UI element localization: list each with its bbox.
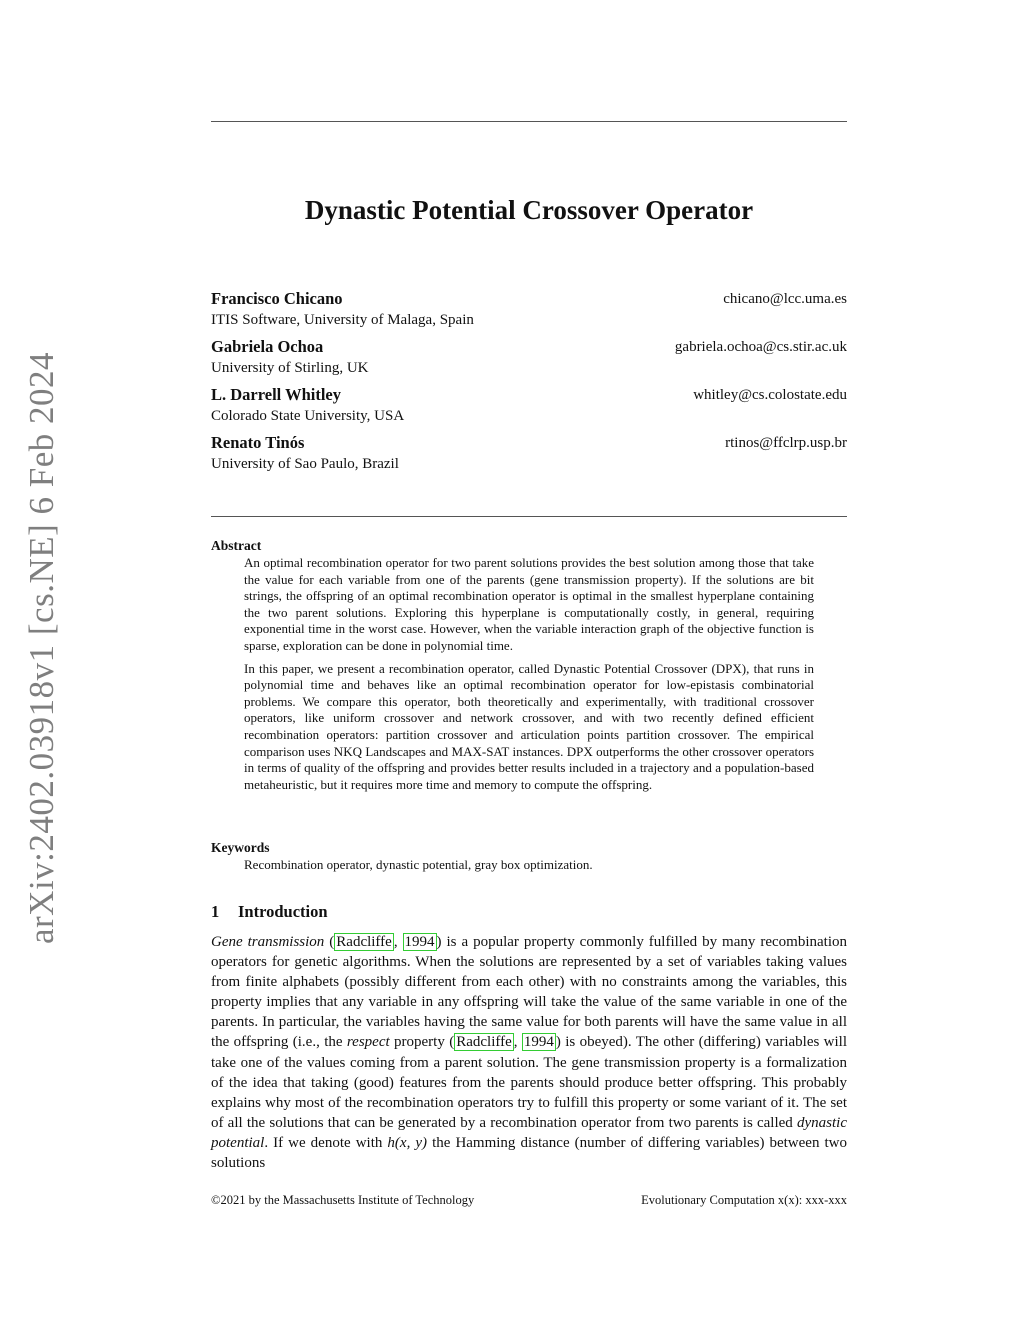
paper-title: Dynastic Potential Crossover Operator	[304, 195, 754, 225]
footer-copyright: ©2021 by the Massachusetts Institute of Technology	[211, 1193, 475, 1207]
author-name: Renato Tinós	[211, 433, 305, 452]
author-email: rtinos@ffclrp.usp.br	[725, 435, 847, 451]
intro-paragraph: Gene transmission ( Radcliffe , 1994 ) is a popular property commonly fulfilled by many recombination operators for genetic algorithms. When the solutions are represented by a set of variables taking values from finite alphabets (possibly different from each other) with no constraints among the variables, this property implies that any variable in any offspring will take the value of the same variable in one of the parents. In particular, the variables having the same value for both parents will have the same value in all the offspring (i.e., the respect property ( Radcliffe , 1994 ) is obeyed). The other (differing) variables will take one of the values coming from a parent solution. The gene transmission property is a formalization of the idea that taking (good) features from the parents should produce better offspring. This probably explains why most of the recombination operators try to fulfill this property or some variant of it. The set of all the solutions that can be generated by a recombination operator from two parents is called dynastic potential. If we denote with h(x, y) the Hamming distance (number of differing variables) between two solutions	[211, 934, 848, 1172]
abstract-paragraph: In this paper, we present a recombination operator, called Dynastic Potential Crossover (DPX), that runs in polynomial time and behaves like an optimal recombination operator for low-epistasis combinatorial problems. We compare this operator, both theoretically and experimentally, with traditional crossover operators, like uniform crossover and network crossover, and with two recently defined efficient recombination operators: partition crossover and articulation points partition crossover. The empirical comparison uses NKQ Landscapes and MAX-SAT instances. DPX outperforms the other crossover operators in terms of quality of the offspring and provides better results included in a trajectory and a population-based metaheuristic, but it requires more time and memory to compute the offspring.	[244, 660, 814, 792]
author-affiliation: Colorado State University, USA	[211, 408, 405, 424]
author-block	[211, 289, 847, 481]
section-heading	[211, 901, 328, 923]
abstract-body	[244, 555, 814, 799]
footer-journal: Evolutionary Computation x(x): xxx-xxx	[641, 1193, 847, 1207]
term-respect: respect	[346, 1034, 390, 1051]
citation-link[interactable]: Radcliffe	[336, 934, 392, 950]
author-entry	[211, 385, 847, 433]
author-affiliation: University of Sao Paulo, Brazil	[211, 456, 399, 472]
author-affiliation: ITIS Software, University of Malaga, Spain	[211, 312, 474, 328]
author-name: L. Darrell Whitley	[211, 385, 342, 404]
keywords-heading: Keywords	[211, 840, 270, 855]
math-hamming: h(x, y)	[387, 1134, 428, 1151]
author-entry	[211, 433, 847, 481]
author-affiliation: University of Stirling, UK	[211, 360, 369, 376]
abstract-paragraph: An optimal recombination operator for two parent solutions provides the best solution among those that take the value for each variable from one of the parents (gene transmission property). If the solutions are bit strings, the offspring of an optimal recombination operator is optimal in the smallest hyperplane containing the two parent solutions. Exploring this hyperplane is computationally costly, in general, requiring exponential time in the worst case. However, when the variable interaction graph of the objective function is sparse, exploration can be done in polynomial time.	[244, 555, 814, 653]
author-email: chicano@lcc.uma.es	[723, 291, 847, 307]
title-top-rule	[211, 121, 847, 122]
author-entry	[211, 289, 847, 337]
keywords-text: Recombination operator, dynastic potential, gray box optimization.	[244, 857, 593, 872]
arxiv-stamp: arXiv:2402.03918v1 [cs.NE] 6 Feb 2024	[22, 351, 61, 945]
authors-bottom-rule	[211, 516, 847, 517]
citation-link[interactable]: 1994	[523, 1034, 554, 1051]
author-email: whitley@cs.colostate.edu	[693, 387, 847, 403]
author-email: gabriela.ochoa@cs.stir.ac.uk	[674, 339, 847, 355]
citation-link[interactable]: Radcliffe	[456, 1034, 512, 1051]
author-name: Francisco Chicano	[211, 289, 343, 308]
abstract-heading: Abstract	[211, 538, 262, 553]
term-gene-transmission: Gene transmission	[211, 934, 325, 950]
citation-link[interactable]: 1994	[404, 934, 435, 950]
author-name: Gabriela Ochoa	[211, 337, 324, 356]
section-title: Introduction	[238, 902, 328, 921]
term-dynastic-potential: dynastic potential	[211, 1114, 847, 1151]
author-entry	[211, 337, 847, 385]
section-number: 1	[211, 902, 220, 921]
